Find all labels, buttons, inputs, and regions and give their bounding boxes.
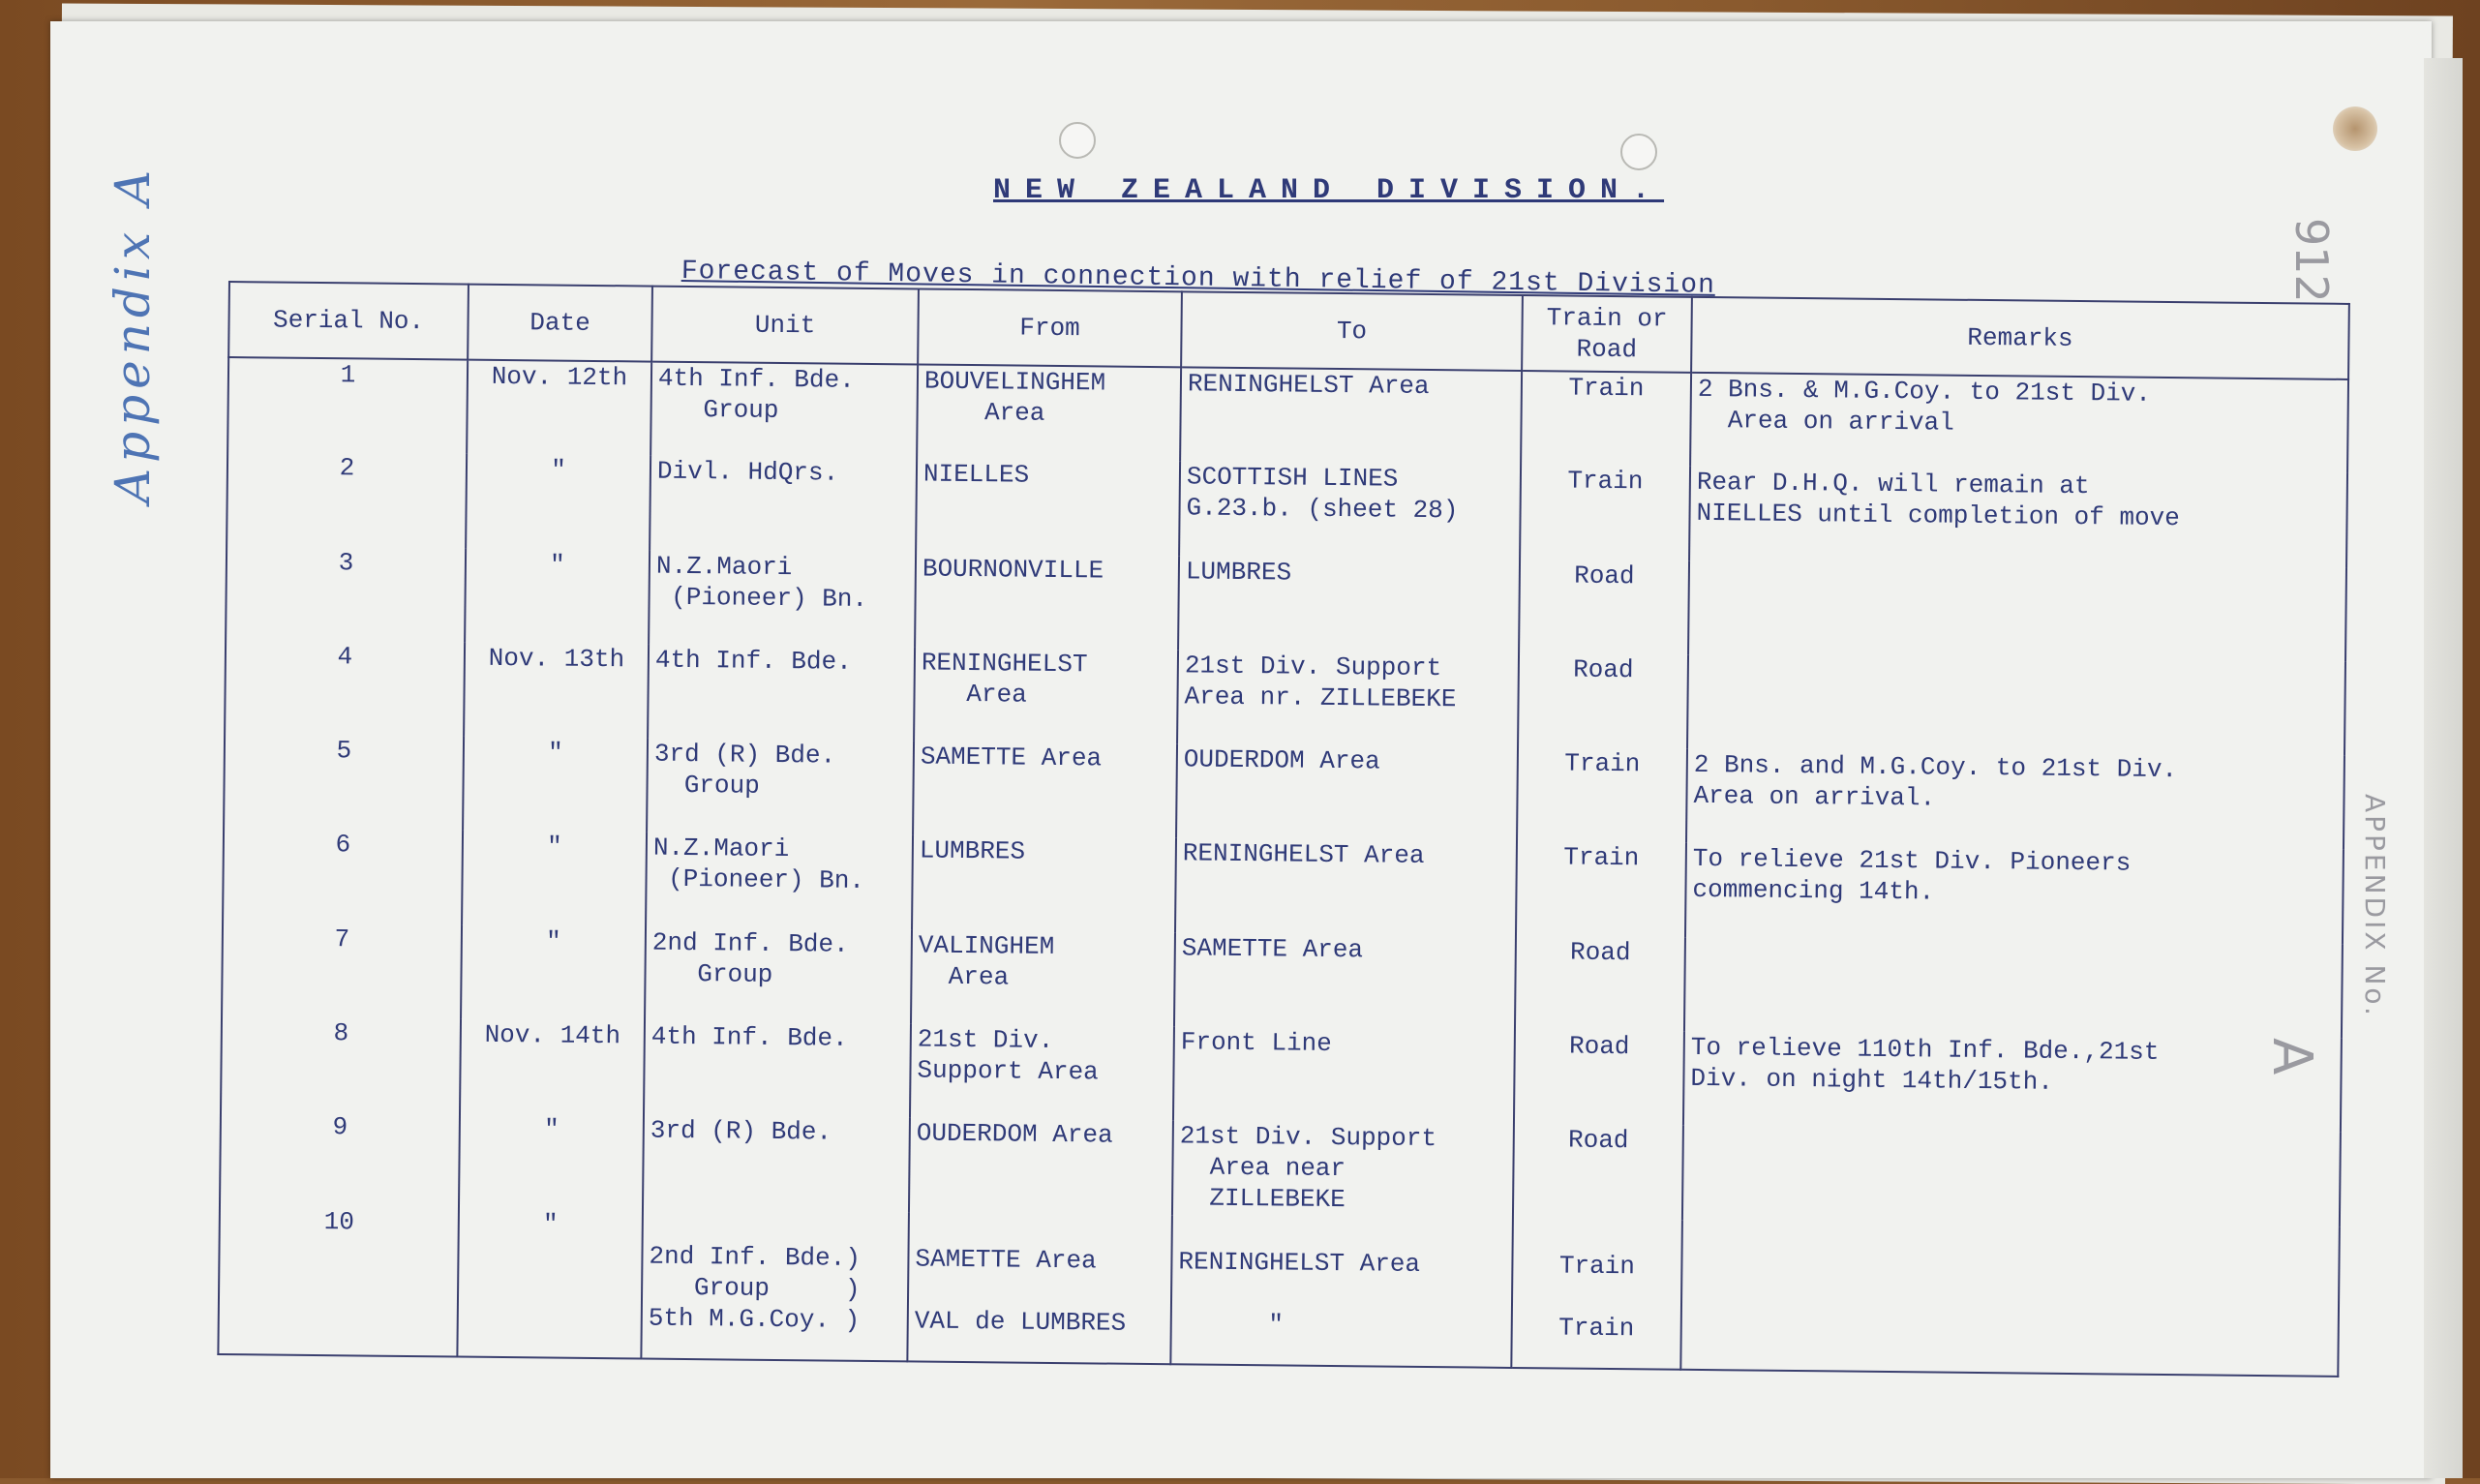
cell-serial: 5 [224, 734, 464, 831]
cell-unit: 3rd (R) Bde. Group [647, 739, 914, 835]
cell-unit: 3rd (R) Bde. [643, 1115, 910, 1213]
cell-remarks: 2 Bns. & M.G.Coy. to 21st Div. Area on arrival [1690, 373, 2348, 473]
moves-table [217, 281, 2350, 1378]
cell-remarks: 2 Bns. and M.G.Coy. to 21st Div. Area on arrival. [1686, 749, 2344, 850]
cell-serial: 4 [225, 640, 465, 737]
cell-from: SAMETTE Area [913, 742, 1177, 838]
cell-serial: 8 [221, 1016, 461, 1113]
cell-from: RENINGHELST Area [914, 647, 1178, 743]
page-edge [2424, 58, 2463, 1478]
cell-date: " [463, 737, 648, 833]
cell-to: SAMETTE Area [1174, 932, 1516, 1030]
cell-mode: Train [1517, 747, 1687, 843]
cell-serial: 3 [226, 546, 466, 643]
cell-date: Nov. 12th [467, 360, 651, 456]
header-remarks: Remarks [1691, 297, 2349, 379]
cell-unit: 4th Inf. Bde. [644, 1020, 911, 1117]
cell-from: LUMBRES [912, 835, 1176, 932]
header-serial: Serial No. [228, 282, 469, 360]
cell-serial: 7 [222, 923, 462, 1019]
cell-date: " [462, 831, 647, 926]
cell-serial: 6 [223, 828, 463, 924]
pencil-annotation: Appendix A [105, 164, 161, 503]
cell-from: VALINGHEM Area [911, 929, 1175, 1026]
cell-from: BOUVELINGHEM Area [917, 364, 1181, 461]
cell-remarks: Rear D.H.Q. will remain at NIELLES until completion of move [1689, 467, 2347, 567]
cell-to: RENINGHELST Area " [1170, 1216, 1513, 1368]
appendix-stamp: APPENDIX No. [2359, 794, 2391, 1018]
cell-mode: Train [1520, 465, 1690, 560]
appendix-stamp-letter: A [2260, 1038, 2323, 1075]
paper-stain [2333, 106, 2377, 151]
cell-to: 21st Div. Support Area near ZILLEBEKE [1172, 1120, 1514, 1219]
cell-remarks [1684, 937, 2343, 1038]
cell-mode: Road [1518, 653, 1688, 749]
header-date: Date [468, 285, 652, 362]
cell-date: " [457, 1208, 643, 1359]
cell-from: NIELLES [916, 459, 1180, 556]
cell-to: Front Line [1173, 1026, 1515, 1124]
cell-unit: N.Z.Maori (Pioneer) Bn. [646, 833, 913, 929]
cell-unit: 4th Inf. Bde. Group [650, 362, 918, 459]
cell-to: RENINGHELST Area [1180, 367, 1522, 465]
cell-mode: Road [1515, 936, 1685, 1032]
cell-date: Nov. 13th [464, 642, 649, 738]
header-mode: Train or Road [1522, 295, 1692, 373]
moves-table-container [217, 281, 2348, 1378]
cell-unit: Divl. HdQrs. [650, 456, 917, 553]
cell-unit: N.Z.Maori (Pioneer) Bn. [649, 550, 916, 647]
cell-date: " [465, 548, 650, 644]
cell-remarks: To relieve 110th Inf. Bde.,21st Div. on night 14th/15th. [1683, 1032, 2342, 1133]
cell-mode: Road [1514, 1030, 1684, 1126]
cell-from: 21st Div. Support Area [910, 1023, 1174, 1120]
cell-unit: 2nd Inf. Bde. Group [645, 926, 912, 1023]
cell-remarks [1687, 655, 2345, 756]
page-number: 912 [2285, 218, 2338, 303]
cell-from: OUDERDOM Area [909, 1118, 1173, 1216]
cell-date: Nov. 14th [460, 1018, 645, 1114]
header-to: To [1181, 291, 1523, 371]
punch-hole [1620, 134, 1657, 170]
cell-mode: Road [1513, 1124, 1683, 1221]
cell-mode: Train Train [1511, 1219, 1682, 1369]
cell-to: 21st Div. Support Area nr. ZILLEBEKE [1177, 650, 1519, 747]
table-row [218, 1205, 2339, 1377]
cell-remarks [1682, 1126, 2341, 1227]
cell-date: " [466, 454, 650, 550]
cell-to: LUMBRES [1178, 556, 1520, 653]
punch-hole [1059, 122, 1096, 159]
cell-from: BOURNONVILLE [915, 553, 1179, 650]
cell-mode: Train [1521, 371, 1691, 467]
cell-mode: Road [1519, 560, 1689, 655]
cell-to: SCOTTISH LINES G.23.b. (sheet 28) [1179, 462, 1521, 560]
cell-serial: 1 [227, 357, 468, 454]
cell-to: OUDERDOM Area [1176, 743, 1518, 841]
header-from: From [918, 288, 1182, 367]
cell-serial: 9 [220, 1110, 460, 1208]
document-title: NEW ZEALAND DIVISION. [993, 174, 1665, 207]
cell-remarks [1680, 1221, 2340, 1377]
cell-remarks [1688, 560, 2346, 661]
cell-unit: 4th Inf. Bde. [648, 644, 915, 741]
cell-remarks: To relieve 21st Div. Pioneers commencing 14th. [1685, 843, 2344, 944]
cell-from: SAMETTE Area VAL de LUMBRES [907, 1213, 1172, 1364]
cell-unit: 2nd Inf. Bde.) Group ) 5th M.G.Coy. ) [641, 1210, 909, 1361]
header-unit: Unit [651, 287, 919, 365]
cell-mode: Train [1516, 841, 1686, 937]
cell-date: " [461, 924, 646, 1020]
document-subtitle: Forecast of Moves in connection with relief of 21st Division [680, 257, 1716, 301]
cell-serial: 2 [227, 451, 467, 548]
cell-to: RENINGHELST Area [1175, 838, 1517, 936]
cell-serial: 10 [218, 1205, 459, 1356]
cell-date: " [459, 1113, 644, 1210]
